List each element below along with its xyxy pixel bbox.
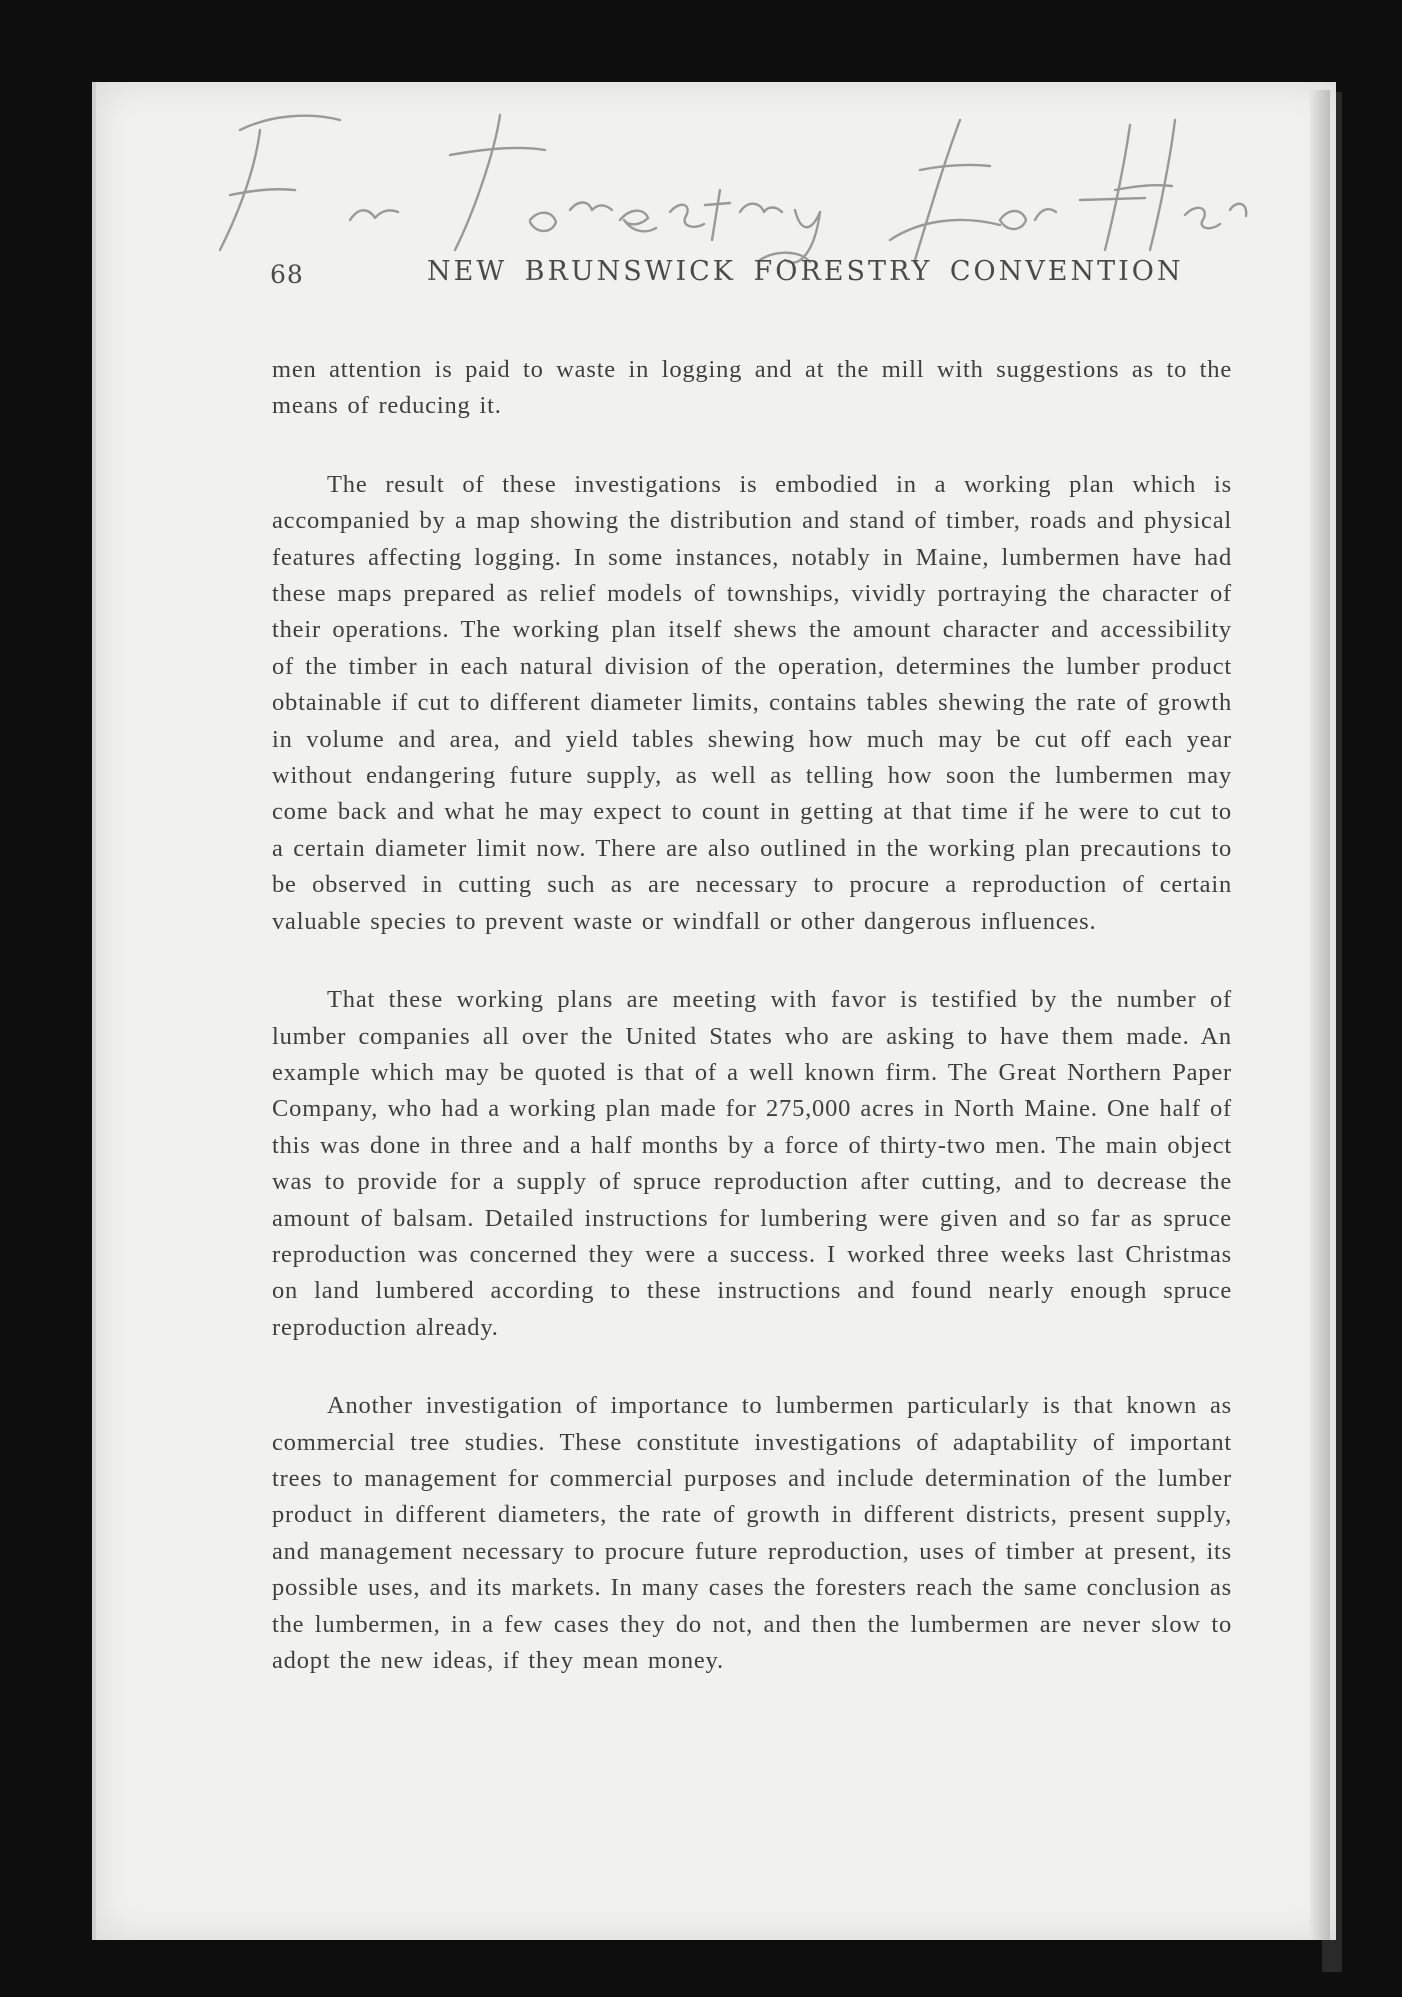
- body-text: [272, 352, 1232, 1721]
- paragraph: The result of these investigations is embodied in a working plan which is accompanied by a map showing the distribution and stand of timber, roads and physical features affecting logging. In some instances, notably in Maine, lumbermen have had these maps prepared as relief models of townships, vividly portraying the character of their operations. The working plan itself shews the amount character and accessibility of the timber in each natural division of the operation, determines the lumber product obtainable if cut to different diameter limits, contains tables shewing the rate of growth in volume and area, and yield tables shewing how much may be cut off each year without endangering future supply, as well as telling how soon the lumbermen may come back and what he may expect to count in getting at that time if he were to cut to a certain diameter limit now. There are also outlined in the working plan precautions to be observed in cutting such as are necessary to procure a reproduction of certain valuable species to prevent waste or windfall or other dangerous influences.: [272, 470, 1232, 935]
- page-number: 68: [270, 260, 304, 289]
- paragraph: That these working plans are meeting with favor is testified by the number of lumber companies all over the United States who are asking to have them made. An example which may be quoted is that of a well known firm. The Great Northern Paper Company, who had a working plan made for 275,000 acres in North Maine. One half of this was done in three and a half months by a force of thirty-two men. The main object was to provide for a supply of spruce reproduction after cutting, and to decrease the amount of balsam. Detailed instructions for lumbering were given and so far as spruce reproduction was concerned they were a success. I worked three weeks last Christmas on land lumbered according to these instructions and found nearly enough spruce reproduction already.: [272, 986, 1232, 1341]
- page-edge-shadow: [1310, 90, 1330, 1940]
- handwritten-annotation: [200, 100, 1260, 270]
- running-head: [270, 252, 1184, 292]
- paragraph: men attention is paid to waste in logging and at the mill with suggestions as to the means of reducing it.: [272, 356, 1232, 420]
- paragraph: Another investigation of importance to lumbermen particularly is that known as commercial tree studies. These constitute investigations of adaptability of important trees to management for commercial purposes and include determination of the lumber product in different diameters, the rate of growth in different districts, present supply, and management necessary to procure future reproduction, uses of timber at present, its possible uses, and its markets. In many cases the foresters reach the same conclusion as the lumbermen, in a few cases they do not, and then the lumbermen are never slow to adopt the new ideas, if they mean money.: [272, 1392, 1232, 1674]
- page-header-title: NEW BRUNSWICK FORESTRY CONVENTION: [427, 256, 1184, 287]
